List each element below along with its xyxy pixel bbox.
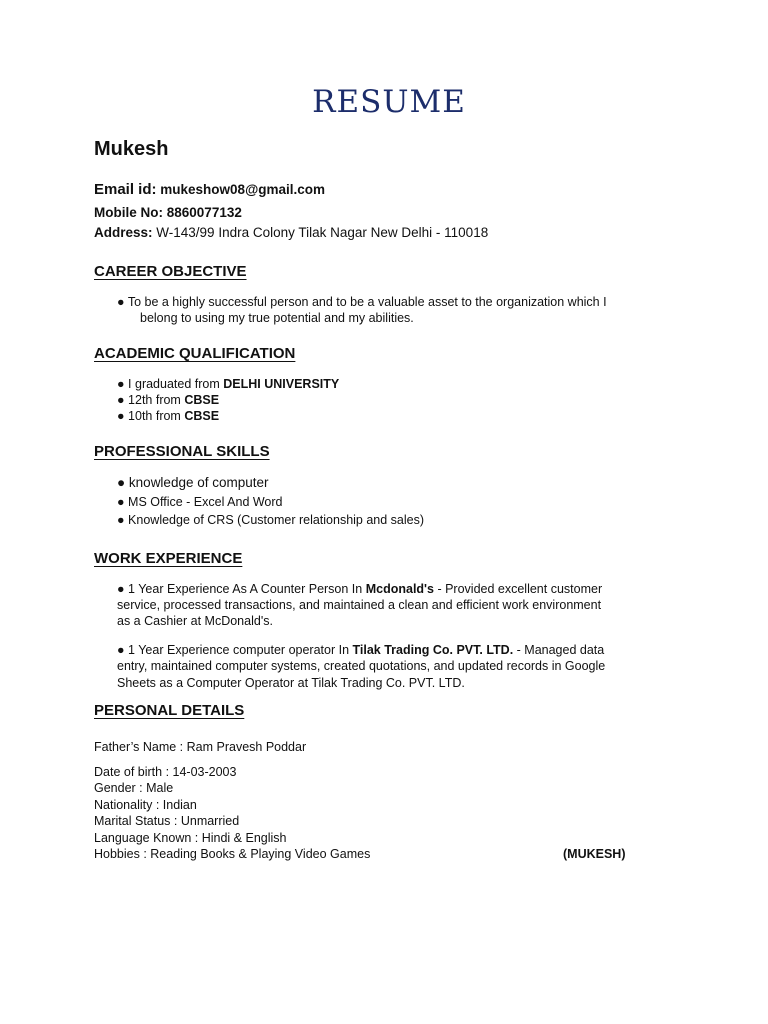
job-text: - Provided excellent customer (433, 582, 603, 596)
date-of-birth: Date of birth : 14-03-2003 (94, 765, 237, 779)
list-item (117, 377, 339, 391)
objective-text: To be a highly successful person and to be a valuable asset to the organization which I (127, 295, 607, 309)
academic-text: 12th from (128, 393, 185, 407)
hobbies: Hobbies : Reading Books & Playing Video Games (94, 847, 371, 861)
nationality: Nationality : Indian (94, 798, 197, 812)
list-item (117, 409, 219, 423)
academic-text: I graduated from (128, 377, 224, 391)
list-item (117, 582, 602, 596)
bullet-icon: ● (117, 295, 125, 309)
job-company: Mcdonald's (365, 582, 434, 596)
gender: Gender : Male (94, 781, 174, 795)
job-text-continued: service, processed transactions, and maintained a clean and efficient work environment (117, 598, 602, 612)
skill-text: knowledge of computer (128, 475, 269, 490)
objective-text-continued: belong to using my true potential and my abilities. (140, 311, 414, 325)
job-company: Tilak Trading Co. PVT. LTD. (352, 643, 514, 657)
list-item (117, 295, 607, 309)
career-objective-heading: CAREER OBJECTIVE (94, 263, 247, 280)
list-item (117, 393, 219, 407)
list-item (117, 495, 283, 509)
mobile-label: Mobile No: (94, 205, 163, 220)
list-item (117, 513, 424, 527)
academic-text: 10th from (128, 409, 185, 423)
page-title: RESUME (312, 84, 466, 120)
bullet-icon: ● (117, 409, 125, 423)
signature: (MUKESH) (563, 847, 626, 861)
job-text-continued: as a Cashier at McDonald's. (117, 614, 273, 628)
mobile-value: 8860077132 (166, 205, 242, 220)
address-line (94, 225, 488, 240)
bullet-icon: ● (117, 475, 126, 490)
list-item (117, 643, 604, 657)
personal-heading: PERSONAL DETAILS (94, 702, 245, 719)
email-value: mukeshow08@gmail.com (160, 182, 325, 197)
list-item (117, 475, 269, 490)
skill-text: MS Office - Excel And Word (128, 495, 283, 509)
academic-institution: CBSE (184, 393, 220, 407)
bullet-icon: ● (117, 393, 125, 407)
marital-status: Marital Status : Unmarried (94, 814, 240, 828)
academic-heading: ACADEMIC QUALIFICATION (94, 345, 296, 362)
academic-institution: DELHI UNIVERSITY (223, 377, 340, 391)
work-heading: WORK EXPERIENCE (94, 550, 243, 567)
address-value: W-143/99 Indra Colony Tilak Nagar New Delhi - 110018 (156, 225, 489, 240)
email-line (94, 181, 325, 198)
academic-institution: CBSE (184, 409, 220, 423)
mobile-line (94, 205, 242, 220)
address-label: Address: (94, 225, 153, 240)
job-text: 1 Year Experience computer operator In (128, 643, 353, 657)
bullet-icon: ● (117, 513, 125, 527)
job-text-continued: Sheets as a Computer Operator at Tilak Trading Co. PVT. LTD. (117, 676, 465, 690)
candidate-name: Mukesh (94, 138, 169, 160)
skills-heading: PROFESSIONAL SKILLS (94, 443, 270, 460)
bullet-icon: ● (117, 643, 125, 657)
skill-text: Knowledge of CRS (Customer relationship and sales) (128, 513, 425, 527)
email-label: Email id: (94, 181, 157, 198)
bullet-icon: ● (117, 582, 125, 596)
father-name: Father’s Name : Ram Pravesh Poddar (94, 740, 307, 754)
job-text: 1 Year Experience As A Counter Person In (128, 582, 366, 596)
bullet-icon: ● (117, 377, 125, 391)
job-text-continued: entry, maintained computer systems, created quotations, and updated records in Google (117, 659, 606, 673)
languages: Language Known : Hindi & English (94, 831, 287, 845)
job-text: - Managed data (513, 643, 605, 657)
bullet-icon: ● (117, 495, 125, 509)
